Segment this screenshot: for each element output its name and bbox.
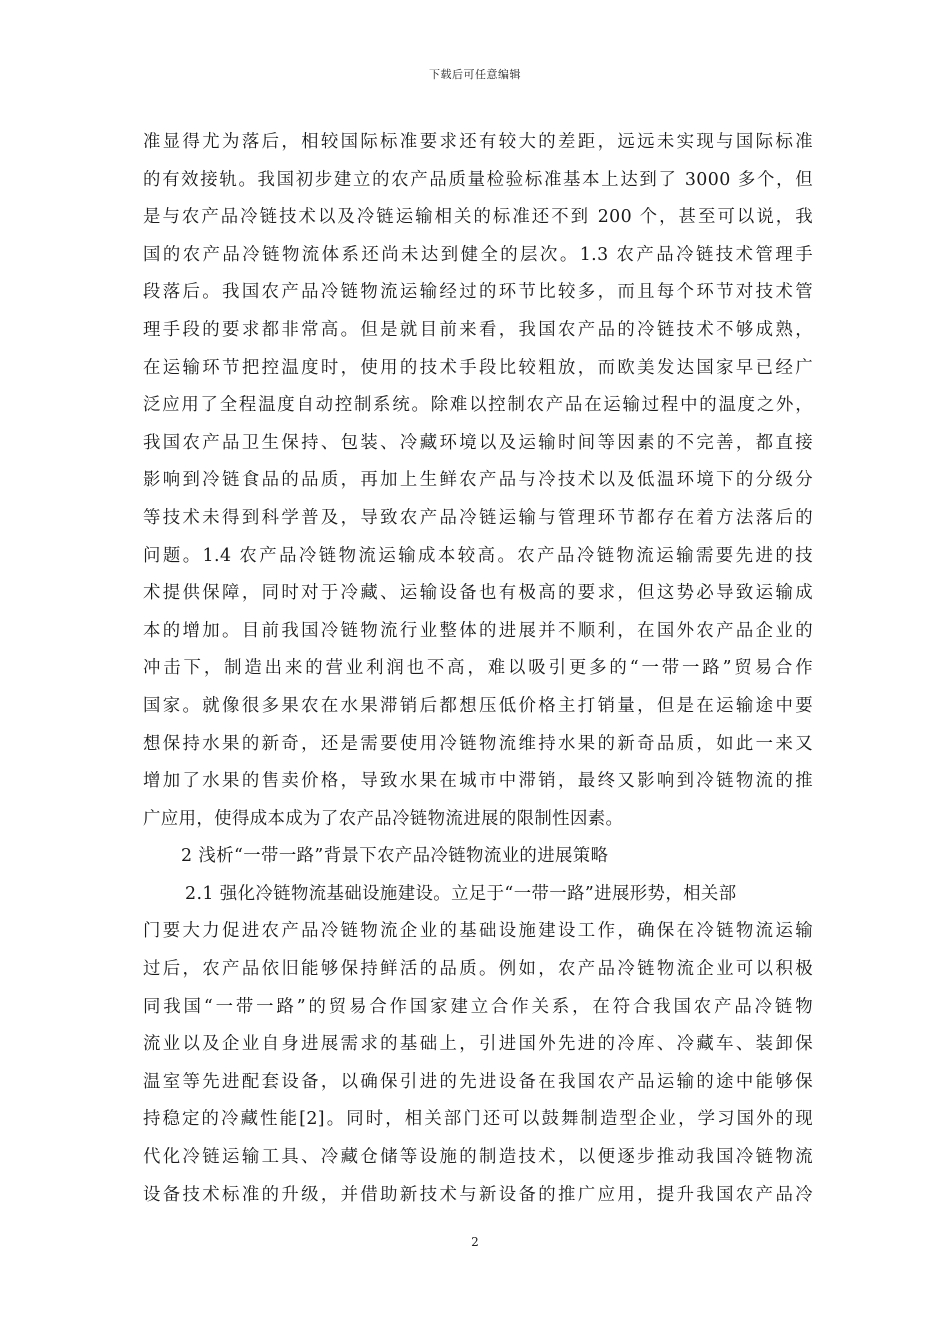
body-line: 是与农产品冷链技术以及冷链运输相关的标准还不到 200 个，甚至可以说，我 <box>143 207 813 228</box>
section-line: 持稳定的冷藏性能[2]。同时，相关部门还可以鼓舞制造型企业，学习国外的现 <box>143 1109 813 1130</box>
body-line: 问题。1.4 农产品冷链物流运输成本较高。农产品冷链物流运输需要先进的技 <box>143 545 813 566</box>
body-line: 在运输环节把控温度时，使用的技术手段比较粗放，而欧美发达国家早已经广 <box>143 357 813 378</box>
section-line: 设备技术标准的升级，并借助新技术与新设备的推广应用，提升我国农产品冷 <box>143 1184 813 1205</box>
section-line: 温室等先进配套设备，以确保引进的先进设备在我国农产品运输的途中能够保 <box>143 1071 813 1092</box>
body-line: 准显得尤为落后，相较国际标准要求还有较大的差距，远远未实现与国际标准 <box>143 132 813 152</box>
section-heading: 2 浅析“一带一路”背景下农产品冷链物流业的进展策略 <box>181 846 609 867</box>
body-line: 冲击下，制造出来的营业利润也不高，难以吸引更多的“一带一路”贸易合作 <box>143 658 813 679</box>
section-line: 同我国“一带一路”的贸易合作国家建立合作关系，在符合我国农产品冷链物 <box>143 996 813 1017</box>
body-line: 等技术未得到科学普及，导致农产品冷链运输与管理环节都存在着方法落后的 <box>143 507 813 528</box>
body-line: 理手段的要求都非常高。但是就目前来看，我国农产品的冷链技术不够成熟， <box>143 319 813 340</box>
body-line: 的有效接轨。我国初步建立的农产品质量检验标准基本上达到了 3000 多个，但 <box>143 169 813 190</box>
page-number: 2 <box>471 1235 479 1249</box>
section-line: 过后，农产品依旧能够保持鲜活的品质。例如，农产品冷链物流企业可以积极 <box>143 959 813 980</box>
document-body <box>143 124 813 1214</box>
body-line: 段落后。我国农产品冷链物流运输经过的环节比较多，而且每个环节对技术管 <box>143 282 813 303</box>
body-line: 我国农产品卫生保持、包装、冷藏环境以及运输时间等因素的不完善，都直接 <box>143 432 813 453</box>
body-line: 国的农产品冷链物流体系还尚未达到健全的层次。1.3 农产品冷链技术管理手 <box>143 244 813 265</box>
body-line: 影响到冷链食品的品质，再加上生鲜农产品与冷技术以及低温环境下的分级分 <box>143 470 813 491</box>
body-line: 想保持水果的新奇，还是需要使用冷链物流维持水果的新奇品质，如此一来又 <box>143 733 813 754</box>
section-line: 代化冷链运输工具、冷藏仓储等设施的制造技术，以便逐步推动我国冷链物流 <box>143 1147 813 1168</box>
body-line: 术提供保障，同时对于冷藏、运输设备也有极高的要求，但这势必导致运输成 <box>143 583 813 604</box>
section-line-first: 2.1 强化冷链物流基础设施建设。立足于“一带一路”进展形势，相关部 <box>185 883 737 904</box>
section-line: 流业以及企业自身进展需求的基础上，引进国外先进的冷库、冷藏车、装卸保 <box>143 1034 813 1055</box>
body-line: 增加了水果的售卖价格，导致水果在城市中滞销，最终又影响到冷链物流的推 <box>143 771 813 792</box>
section-line: 门要大力促进农产品冷链物流企业的基础设施建设工作，确保在冷链物流运输 <box>143 921 813 942</box>
body-line-last: 广应用，使得成本成为了农产品冷链物流进展的限制性因素。 <box>143 808 624 829</box>
body-line: 国家。就像很多果农在水果滞销后都想压低价格主打销量，但是在运输途中要 <box>143 695 813 716</box>
page-header: 下载后可任意编辑 <box>429 68 521 81</box>
body-line: 本的增加。目前我国冷链物流行业整体的进展并不顺利，在国外农产品企业的 <box>143 620 813 641</box>
body-line: 泛应用了全程温度自动控制系统。除难以控制农产品在运输过程中的温度之外， <box>143 395 813 416</box>
